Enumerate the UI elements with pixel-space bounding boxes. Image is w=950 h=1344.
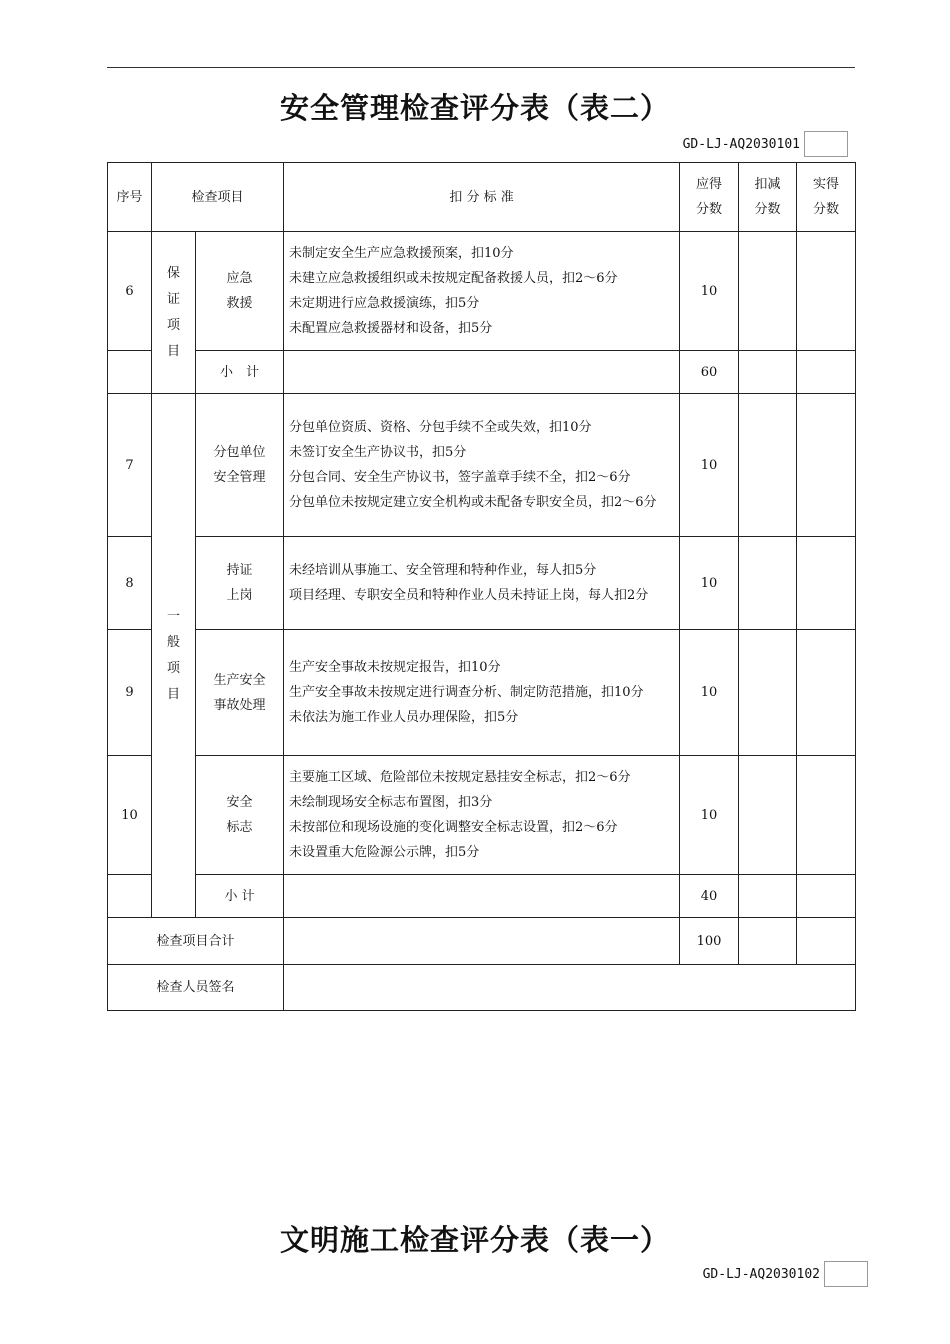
signature-label: 检查人员签名 xyxy=(108,965,284,1011)
row-due-score: 10 xyxy=(680,232,739,351)
row-item xyxy=(196,537,284,630)
row-seq: 6 xyxy=(108,232,152,351)
row-criteria xyxy=(284,394,680,537)
table-row xyxy=(108,232,856,351)
sheet2-title: 文明施工检查评分表（表一） xyxy=(279,1223,670,1257)
row-criteria xyxy=(284,756,680,875)
criteria-line: 未定期进行应急救援演练，扣5分 xyxy=(289,296,480,311)
total-label: 检查项目合计 xyxy=(108,918,284,965)
table-row xyxy=(108,537,856,630)
criteria-line: 未绘制现场安全标志布置图，扣3分 xyxy=(289,795,493,810)
subtotal-score: 60 xyxy=(680,351,739,394)
row-deduct-cell[interactable] xyxy=(739,756,797,875)
criteria-line: 未依法为施工作业人员办理保险，扣5分 xyxy=(289,710,519,725)
row-seq: 7 xyxy=(108,394,152,537)
group-general-label: 一般项目 xyxy=(167,608,181,702)
subtotal-row xyxy=(108,351,856,394)
row-seq: 8 xyxy=(108,537,152,630)
row-item xyxy=(196,756,284,875)
header-row xyxy=(108,163,856,232)
subtotal-deduct-cell[interactable] xyxy=(739,351,797,394)
row-criteria xyxy=(284,537,680,630)
table-row xyxy=(108,630,856,756)
signature-row xyxy=(108,965,856,1011)
criteria-line: 主要施工区域、危险部位未按规定悬挂安全标志，扣2～6分 xyxy=(289,770,631,785)
row-seq: 9 xyxy=(108,630,152,756)
subtotal-criteria-blank xyxy=(284,351,680,394)
header-actual-l2: 分数 xyxy=(813,202,840,217)
header-due-score-l2: 分数 xyxy=(696,202,723,217)
total-row xyxy=(108,918,856,965)
header-item: 检查项目 xyxy=(152,163,284,232)
row-actual-cell[interactable] xyxy=(797,756,856,875)
header-actual xyxy=(797,163,856,232)
row-item-l1: 分包单位 xyxy=(213,445,266,460)
criteria-line: 未配置应急救援器材和设备，扣5分 xyxy=(289,321,493,336)
row-deduct-cell[interactable] xyxy=(739,394,797,537)
total-score: 100 xyxy=(680,918,739,965)
total-actual-cell[interactable] xyxy=(797,918,856,965)
row-deduct-cell[interactable] xyxy=(739,630,797,756)
criteria-line: 未签订安全生产协议书，扣5分 xyxy=(289,445,467,460)
subtotal-label: 小 计 xyxy=(196,351,284,394)
subtotal-label: 小 计 xyxy=(196,875,284,918)
header-deduct xyxy=(739,163,797,232)
row-actual-cell[interactable] xyxy=(797,537,856,630)
header-due-score-l1: 应得 xyxy=(696,177,723,192)
total-criteria-blank xyxy=(284,918,680,965)
group-guarantee-label: 保证项目 xyxy=(167,265,181,359)
criteria-line: 分包单位资质、资格、分包手续不全或失效，扣10分 xyxy=(289,420,592,435)
table-row xyxy=(108,394,856,537)
sheet1-code-block xyxy=(683,131,848,157)
row-item xyxy=(196,232,284,351)
row-seq: 10 xyxy=(108,756,152,875)
subtotal-actual-cell[interactable] xyxy=(797,351,856,394)
criteria-line: 项目经理、专职安全员和特种作业人员未持证上岗，每人扣2分 xyxy=(289,588,649,603)
row-criteria xyxy=(284,630,680,756)
criteria-line: 未制定安全生产应急救援预案，扣10分 xyxy=(289,246,514,261)
subtotal-seq-blank xyxy=(108,351,152,394)
row-deduct-cell[interactable] xyxy=(739,232,797,351)
row-actual-cell[interactable] xyxy=(797,394,856,537)
row-item-l1: 生产安全 xyxy=(213,672,266,688)
subtotal-actual-cell[interactable] xyxy=(797,875,856,918)
header-due-score xyxy=(680,163,739,232)
table-row xyxy=(108,756,856,875)
row-item xyxy=(196,630,284,756)
criteria-line: 分包合同、安全生产协议书，签字盖章手续不全，扣2～6分 xyxy=(289,470,631,485)
row-item-l2: 事故处理 xyxy=(213,697,266,713)
subtotal-deduct-cell[interactable] xyxy=(739,875,797,918)
row-due-score: 10 xyxy=(680,394,739,537)
subtotal-score: 40 xyxy=(680,875,739,918)
row-due-score: 10 xyxy=(680,756,739,875)
subtotal-row xyxy=(108,875,856,918)
criteria-line: 未经培训从事施工、安全管理和特种作业，每人扣5分 xyxy=(289,563,597,578)
criteria-line: 分包单位未按规定建立安全机构或未配备专职安全员，扣2～6分 xyxy=(289,495,657,510)
row-item-l1: 安全 xyxy=(226,795,253,810)
header-seq: 序号 xyxy=(108,163,152,232)
row-item xyxy=(196,394,284,537)
row-due-score: 10 xyxy=(680,537,739,630)
row-item-l2: 上岗 xyxy=(226,588,253,603)
row-deduct-cell[interactable] xyxy=(739,537,797,630)
row-item-l2: 救援 xyxy=(226,296,253,311)
total-deduct-cell[interactable] xyxy=(739,918,797,965)
sheet1-title: 安全管理检查评分表（表二） xyxy=(279,91,670,125)
signature-field[interactable] xyxy=(284,965,856,1011)
row-actual-cell[interactable] xyxy=(797,232,856,351)
criteria-line: 生产安全事故未按规定进行调查分析、制定防范措施，扣10分 xyxy=(289,685,644,700)
criteria-line: 未设置重大危险源公示牌，扣5分 xyxy=(289,845,480,860)
subtotal-seq-blank xyxy=(108,875,152,918)
row-due-score: 10 xyxy=(680,630,739,756)
criteria-line: 未建立应急救援组织或未按规定配备救援人员，扣2～6分 xyxy=(289,271,618,286)
row-item-l1: 持证 xyxy=(226,563,253,578)
sheet1-code-input-box[interactable] xyxy=(804,131,848,157)
sheet2-form-code: GD-LJ-AQ2030102 xyxy=(702,1266,820,1282)
group-guarantee xyxy=(152,232,196,394)
row-item-l1: 应急 xyxy=(226,271,253,286)
row-actual-cell[interactable] xyxy=(797,630,856,756)
sheet1-form-code: GD-LJ-AQ2030101 xyxy=(682,136,800,152)
header-deduct-l2: 分数 xyxy=(754,202,781,217)
header-criteria: 扣 分 标 准 xyxy=(284,163,680,232)
sheet2-code-input-box[interactable] xyxy=(824,1261,868,1287)
criteria-line: 生产安全事故未按规定报告，扣10分 xyxy=(289,660,501,675)
score-table xyxy=(107,162,856,1011)
criteria-line: 未按部位和现场设施的变化调整安全标志设置，扣2～6分 xyxy=(289,820,618,835)
header-actual-l1: 实得 xyxy=(813,177,840,192)
row-item-l2: 安全管理 xyxy=(213,470,266,485)
top-rule xyxy=(107,67,855,68)
row-item-l2: 标志 xyxy=(226,820,253,835)
subtotal-criteria-blank xyxy=(284,875,680,918)
header-deduct-l1: 扣减 xyxy=(754,177,781,192)
sheet2-code-block xyxy=(703,1261,868,1287)
group-general xyxy=(152,394,196,918)
row-criteria xyxy=(284,232,680,351)
